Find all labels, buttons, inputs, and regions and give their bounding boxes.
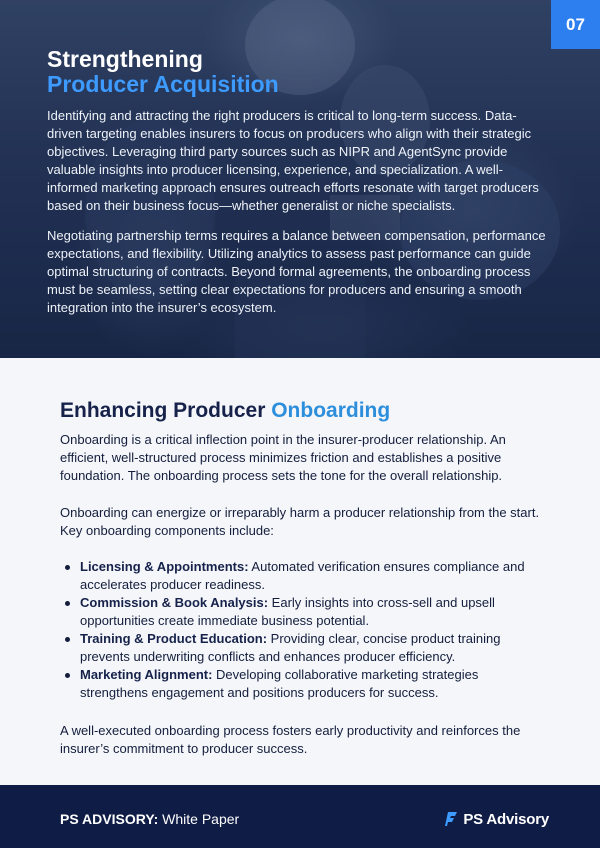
list-item [60,666,542,702]
footer-brand-bold: PS ADVISORY: [60,811,159,827]
list-item [60,594,542,630]
bullet-icon [65,601,70,606]
ps-advisory-logo-icon [445,811,458,827]
list-item-term: Licensing & Appointments: [80,559,249,574]
onboarding-components-list [60,558,542,702]
hero-paragraph-1: Identifying and attracting the right producers is critical to long-term success. Data-driven targeting enables insurers to focus on producers who align with their strategic objectives. Leveraging third party sources such as NIPR and AgentSync provide valuable insights into producer licensing, experience, and specialization. A well-informed marketing approach ensures outreach efforts resonate with target producers based on their business focus—whether generalist or niche specialists. [47,108,539,213]
list-item-text: Developing collaborative marketing strategies strengthens engagement and positions producers for success. [80,667,479,700]
section-title-main: Enhancing Producer [60,399,272,422]
footer-brand-label [60,811,239,827]
list-item-term: Commission & Book Analysis: [80,595,269,610]
section-paragraph-3: A well-executed onboarding process fosters early productivity and reinforces the insurer’s commitment to producer success. [60,723,521,756]
hero-section [0,0,600,358]
onboarding-section [0,358,600,785]
bullet-icon [65,637,70,642]
list-item-term: Training & Product Education: [80,631,268,646]
section-paragraph-2: Onboarding can energize or irreparably harm a producer relationship from the start. Key onboarding components include: [60,505,540,538]
bullet-icon [65,673,70,678]
list-item [60,630,542,666]
list-item-term: Marketing Alignment: [80,667,213,682]
list-item [60,558,542,594]
section-title-accent: Onboarding [271,399,391,422]
list-item-text: Automated verification ensures compliance and accelerates producer readiness. [80,559,525,592]
bullet-icon [65,565,70,570]
section-title [60,399,390,423]
logo-text: PS Advisory [463,810,549,828]
hero-title-line2: Producer Acquisition [47,71,279,97]
section-paragraph-1: Onboarding is a critical inflection point in the insurer-producer relationship. An efficient, well-structured process minimizes friction and establishes a positive foundation. The onboarding process sets the tone for the overall relationship. [60,432,506,483]
ps-advisory-logo [445,809,549,829]
list-item-text: Early insights into cross-sell and upsell opportunities create immediate business potential. [80,595,495,628]
list-item-text: Providing clear, concise product training prevents underwriting conflicts and enhances producer efficiency. [80,631,501,664]
page-number-badge: 07 [551,0,600,49]
page-footer [0,785,600,848]
hero-title-line1: Strengthening [47,46,203,72]
footer-brand-rest: White Paper [158,811,240,827]
hero-title [47,47,279,97]
hero-paragraph-2: Negotiating partnership terms requires a balance between compensation, performance expectations, and flexibility. Utilizing analytics to assess past performance can guide optimal structuring of contracts. Beyond formal agreements, the onboarding process must be seamless, setting clear expectations for producers and ensuring a smooth integration into the insurer’s ecosystem. [47,228,546,315]
